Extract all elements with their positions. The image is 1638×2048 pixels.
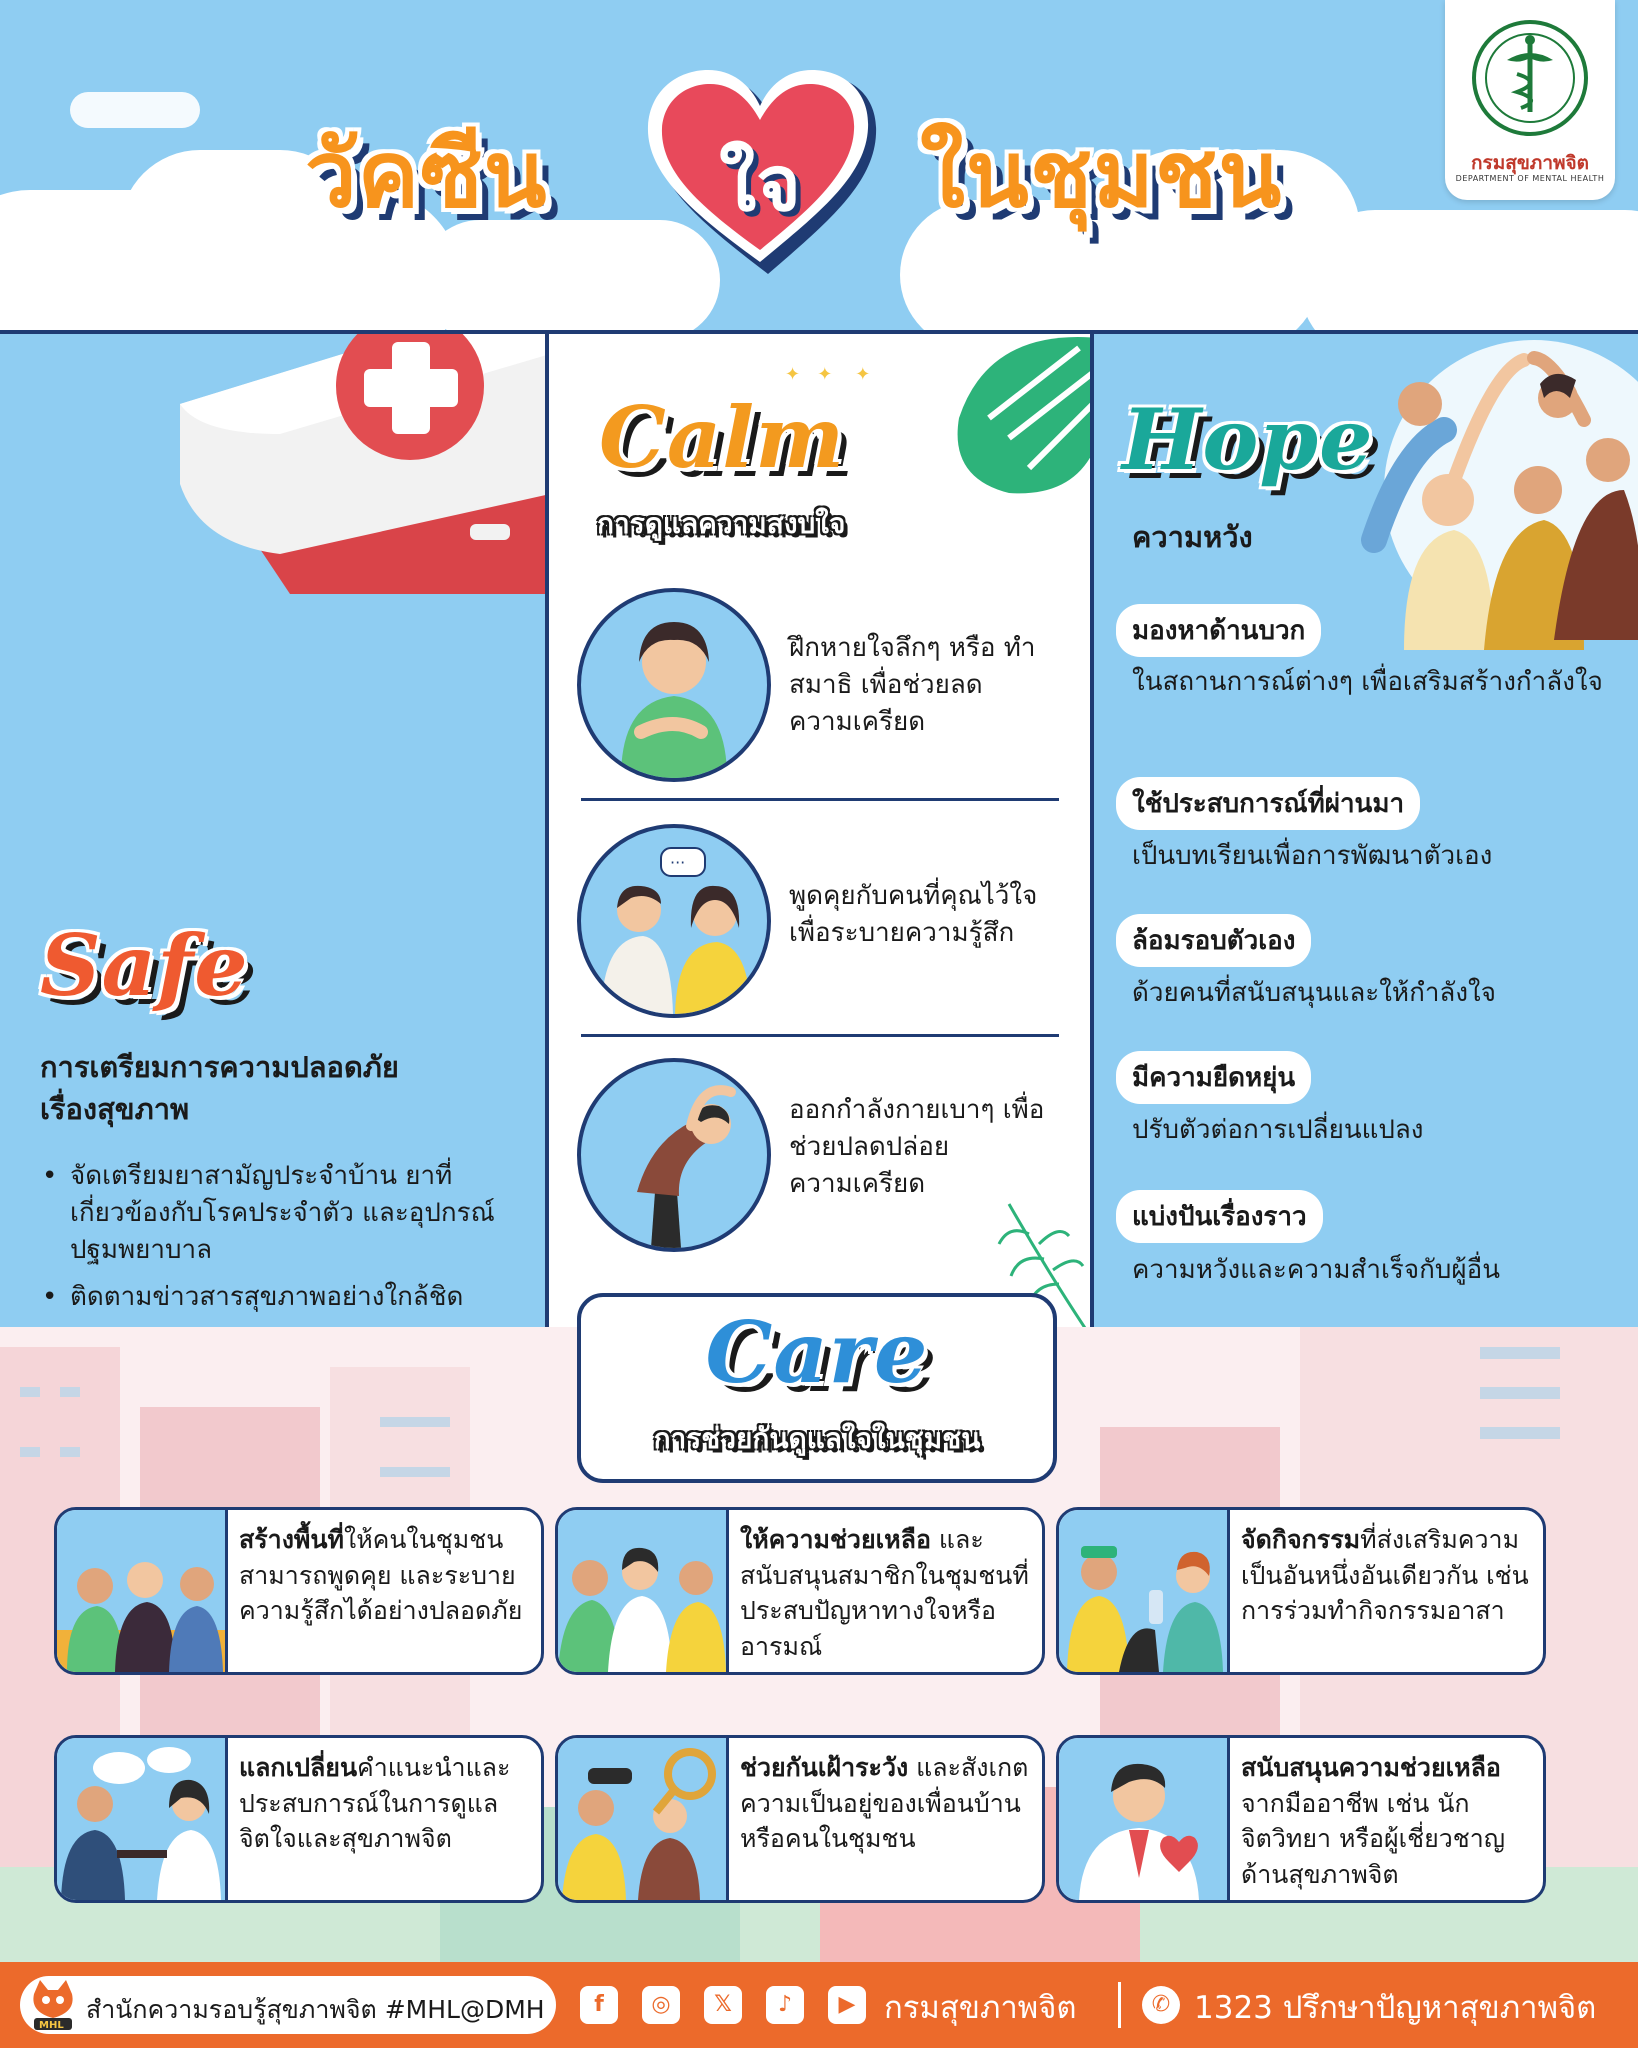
card-text-rest: จากมืออาชีพ เช่น นักจิตวิทยา หรือผู้เชี่ยวชาญด้านสุขภาพจิต: [1241, 1788, 1506, 1889]
footer-divider: [1118, 1982, 1121, 2028]
stretching-illustration: [577, 1058, 771, 1252]
calm-item: [577, 588, 1077, 788]
hope-title: Hope: [1122, 390, 1374, 489]
calm-title: Calm: [599, 388, 846, 487]
calm-item-text: พูดคุยกับคนที่คุณไว้ใจ เพื่อระบายความรู้สึก: [789, 881, 1038, 948]
card-text: [740, 1522, 1040, 1664]
mascot-label: MHL: [39, 2020, 64, 2031]
svg-text:···: ···: [670, 853, 686, 872]
mascot-icon: [28, 1978, 78, 2032]
card-text-bold: สร้างพื้นที่: [239, 1525, 344, 1554]
building-window: [1480, 1387, 1560, 1399]
card-illustration: [1059, 1738, 1230, 1900]
talking-illustration: [577, 824, 771, 1018]
building-window: [60, 1387, 80, 1397]
title-heart-text: ใจ: [719, 139, 801, 228]
list-item: • ติดตามข่าวสารสุขภาพอย่างใกล้ชิด: [38, 1279, 528, 1316]
sparkle-icon: ✦ ✦ ✦: [785, 364, 871, 385]
first-aid-kit-icon: [170, 334, 545, 594]
building-window: [20, 1387, 40, 1397]
hope-desc: ปรับตัวต่อการเปลี่ยนแปลง: [1132, 1115, 1424, 1145]
stretching-person-icon: [581, 1062, 767, 1248]
building-window: [20, 1447, 40, 1457]
care-card: [1056, 1507, 1546, 1675]
footer: [0, 1962, 1638, 2048]
cloud: [1300, 210, 1638, 332]
calm-divider: [581, 798, 1059, 801]
phone-icon: ✆: [1142, 1986, 1180, 2024]
care-title: Care: [705, 1303, 929, 1402]
hope-subtitle: ความหวัง: [1132, 520, 1253, 554]
safe-bullets: [38, 1158, 528, 1326]
conversation-icon: [57, 1738, 225, 1900]
hope-desc: ด้วยคนที่สนับสนุนและให้กำลังใจ: [1132, 978, 1496, 1008]
facebook-icon[interactable]: f: [580, 1986, 618, 2024]
calm-item-text: ฝึกหายใจลึกๆ หรือ ทำสมาธิ เพื่อช่วยลด ความเครียด: [789, 633, 1036, 737]
building-window: [60, 1447, 80, 1457]
hope-pill: มองหาด้านบวก: [1116, 604, 1321, 657]
card-text-rest: และสนับสนุนสมาชิกในชุมชนที่ประสบปัญหาทางใจหรืออารมณ์: [740, 1525, 1029, 1661]
card-text-rest: ที่ส่งเสริมความเป็นอันหนึ่งอันเดียวกัน เช่น การร่วมทำกิจกรรมอาสา: [1241, 1525, 1529, 1625]
building-window: [380, 1467, 450, 1477]
group-talking-icon: [57, 1510, 225, 1672]
card-illustration: [57, 1510, 228, 1672]
care-header: [577, 1293, 1057, 1483]
card-text-bold: จัดกิจกรรม: [1241, 1525, 1361, 1554]
title-right: ในชุมชน: [920, 121, 1283, 228]
card-text: [239, 1750, 539, 1857]
watching-out-icon: [558, 1738, 726, 1900]
card-text: [239, 1522, 539, 1629]
care-subtitle: การช่วยกันดูแลใจในชุมชน: [653, 1422, 981, 1455]
care-card: [555, 1507, 1045, 1675]
card-illustration: [558, 1510, 729, 1672]
building-window: [380, 1417, 450, 1427]
care-card: [1056, 1735, 1546, 1903]
two-people-talking-icon: [581, 828, 767, 1014]
card-text-bold: ให้ความช่วยเหลือ: [740, 1525, 931, 1554]
card-text-rest: และสังเกตความเป็นอยู่ของเพื่อนบ้าน หรือคนในชุมชน: [740, 1753, 1029, 1853]
safe-subtitle-line: การเตรียมการความปลอดภัย: [40, 1050, 399, 1084]
safe-panel: [0, 334, 545, 1327]
ministry-logo[interactable]: [1445, 0, 1615, 200]
hope-desc: เป็นบทเรียนเพื่อการพัฒนาตัวเอง: [1132, 841, 1493, 871]
card-illustration: [1059, 1510, 1230, 1672]
safe-title: Safe: [40, 916, 249, 1015]
calm-divider: [581, 1034, 1059, 1037]
calm-item-text: ออกกำลังกายเบาๆ เพื่อช่วยปลดปล่อย ความเครียด: [789, 1095, 1045, 1199]
hope-pill: แบ่งปันเรื่องราว: [1116, 1190, 1323, 1243]
building-window: [1480, 1427, 1560, 1439]
card-text-bold: ช่วยกันเฝ้าระวัง: [740, 1753, 909, 1782]
calm-subtitle: การดูแลความสงบใจ: [597, 507, 846, 540]
card-text: [1241, 1522, 1541, 1629]
instagram-icon[interactable]: ◎: [642, 1986, 680, 2024]
professional-support-icon: [1059, 1738, 1227, 1900]
care-card: [54, 1507, 544, 1675]
card-text-bold: สนับสนุนความช่วยเหลือ: [1241, 1753, 1501, 1782]
youtube-icon[interactable]: ▶: [828, 1986, 866, 2024]
card-text-rest: ให้คนในชุมชนสามารถพูดคุย และระบายความรู้สึกได้อย่างปลอดภัย: [239, 1525, 523, 1625]
logo-subtitle: DEPARTMENT OF MENTAL HEALTH: [1455, 174, 1605, 183]
x-icon[interactable]: 𝕏: [704, 1986, 742, 2024]
hope-desc: ความหวังและความสำเร็จกับผู้อื่น: [1132, 1255, 1500, 1285]
card-text: [740, 1750, 1040, 1857]
hope-desc: ในสถานการณ์ต่างๆ เพื่อเสริมสร้างกำลังใจ: [1132, 667, 1603, 697]
hope-pill: ล้อมรอบตัวเอง: [1116, 914, 1311, 967]
dmh-seal-icon: [1445, 0, 1615, 150]
calm-panel: [549, 334, 1090, 1327]
title-heart: [640, 62, 880, 282]
title-left: วัคซีน: [305, 121, 548, 228]
footer-org-pill[interactable]: [20, 1976, 556, 2034]
safe-subtitle: [40, 1046, 540, 1130]
hope-pill: ใช้ประสบการณ์ที่ผ่านมา: [1116, 777, 1420, 830]
breathing-person-icon: [581, 592, 767, 778]
footer-hotline[interactable]: 1323 ปรึกษาปัญหาสุขภาพจิต: [1194, 1990, 1597, 2026]
care-card: [555, 1735, 1045, 1903]
building-window: [1480, 1347, 1560, 1359]
list-item: • จัดเตรียมยาสามัญประจำบ้าน ยาที่เกี่ยวข้องกับโรคประจำตัว และอุปกรณ์ปฐมพยาบาล: [38, 1158, 528, 1269]
card-illustration: [57, 1738, 228, 1900]
volunteer-activity-icon: [1059, 1510, 1227, 1672]
hope-panel: [1094, 334, 1638, 1327]
hope-pill: มีความยืดหยุ่น: [1116, 1051, 1311, 1104]
high-five-group-icon: [1344, 340, 1638, 650]
logo-name: กรมสุขภาพจิต: [1470, 152, 1589, 174]
breathing-illustration: [577, 588, 771, 782]
card-illustration: [558, 1738, 729, 1900]
card-text-rest: คำแนะนำและประสบการณ์ในการดูแลจิตใจและสุขภาพจิต: [239, 1753, 511, 1853]
safe-subtitle-line: เรื่องสุขภาพ: [40, 1092, 190, 1127]
footer-org: สำนักความรอบรู้สุขภาพจิต #MHL@DMH: [86, 1995, 545, 2024]
cloud: [70, 92, 200, 128]
footer-page-name[interactable]: กรมสุขภาพจิต: [884, 1990, 1077, 2026]
calm-item: [577, 824, 1077, 1024]
tiktok-icon[interactable]: ♪: [766, 1986, 804, 2024]
card-text-bold: แลกเปลี่ยน: [239, 1753, 358, 1782]
monstera-leaf-icon: [949, 334, 1090, 498]
card-text: [1241, 1750, 1541, 1892]
care-card: [54, 1735, 544, 1903]
helping-people-icon: [558, 1510, 726, 1672]
header: [0, 0, 1638, 332]
